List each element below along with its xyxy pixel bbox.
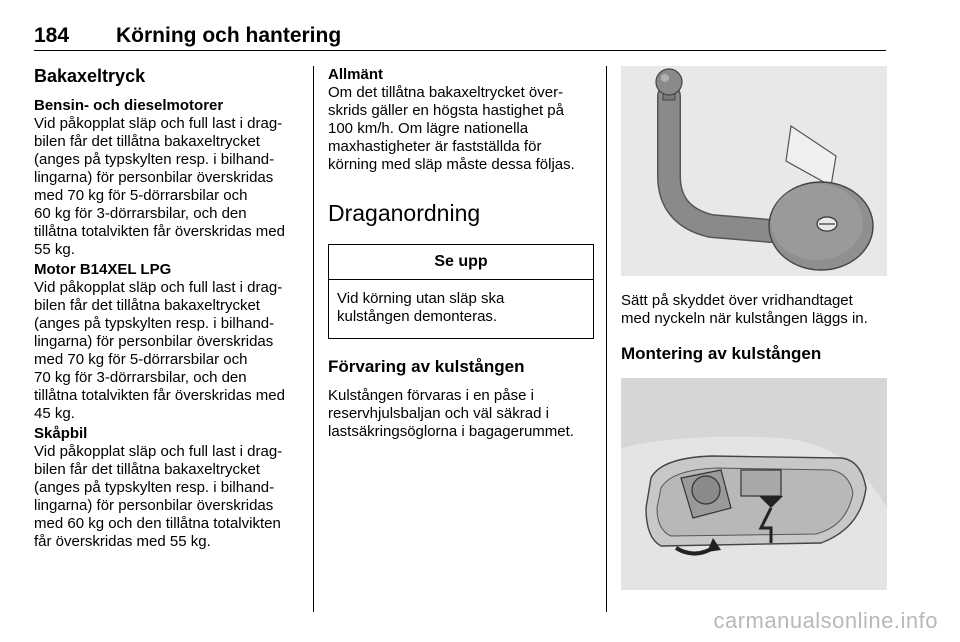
text-line: Vid påkopplat släp och full last i drag- — [34, 279, 283, 296]
text-line: Sätt på skyddet över vridhandtaget — [621, 292, 853, 309]
chapter-title: Körning och hantering — [116, 24, 342, 47]
column-left — [34, 66, 300, 553]
text-line: med 70 kg för 5-dörrarsbilar och — [34, 351, 248, 368]
text-line: tillåtna totalvikten får överskridas med — [34, 223, 285, 240]
text-line: med nyckeln när kulstången läggs in. — [621, 310, 868, 327]
text-line: Vid påkopplat släp och full last i drag- — [34, 115, 283, 132]
text-line: 70 kg för 3-dörrarsbilar, och den — [34, 369, 247, 386]
caution-body — [329, 280, 593, 338]
text-line: lingarna) för personbilar överskridas — [34, 169, 274, 186]
subtitle: Motor B14XEL LPG — [34, 261, 172, 278]
caution-title: Se upp — [329, 245, 593, 280]
text-line: (anges på typskylten resp. i bilhand- — [34, 315, 275, 332]
column-divider — [606, 66, 607, 612]
text-line: (anges på typskylten resp. i bilhand- — [34, 151, 275, 168]
text-line: 100 km/h. Om lägre nationella — [328, 120, 529, 137]
tow-ball-bar-drawing — [621, 66, 887, 276]
subtitle-general: Allmänt — [328, 66, 384, 83]
text-line: 45 kg. — [34, 405, 75, 422]
text-line: Kulstången förvaras i en påse i — [328, 387, 534, 404]
section-title-towing: Draganordning — [328, 200, 481, 226]
page-header — [34, 24, 886, 51]
figure-caption — [621, 292, 887, 328]
tow-bar-illustration — [621, 66, 887, 276]
text-line: (anges på typskylten resp. i bilhand- — [34, 479, 275, 496]
text-line: skrids gäller en högsta hastighet på — [328, 102, 564, 119]
column-divider — [313, 66, 314, 612]
page-number: 184 — [34, 24, 70, 47]
text-line: lingarna) för personbilar överskridas — [34, 497, 274, 514]
text-line: bilen får det tillåtna bakaxeltrycket — [34, 297, 260, 314]
subtitle: Bensin- och dieselmotorer — [34, 97, 224, 114]
section-lpg-engine — [34, 261, 300, 423]
text-line: kulstången demonteras. — [337, 308, 498, 325]
section-van — [34, 425, 300, 551]
text-line: maxhastigheter är fastställda för — [328, 138, 542, 155]
mounting-drawing — [621, 378, 887, 590]
text-line: lastsäkringsöglorna i bagagerummet. — [328, 423, 574, 440]
text-line: tillåtna totalvikten får överskridas med — [34, 387, 285, 404]
text-line: 55 kg. — [34, 241, 75, 258]
text-line: får överskridas med 55 kg. — [34, 533, 211, 550]
section-title-axle-load: Bakaxeltryck — [34, 66, 146, 86]
subsection-title-storage: Förvaring av kulstången — [328, 357, 525, 376]
mounting-illustration — [621, 378, 887, 590]
text-line: Om det tillåtna bakaxeltrycket över- — [328, 84, 564, 101]
column-right — [621, 66, 887, 590]
column-middle — [328, 66, 594, 441]
subtitle: Skåpbil — [34, 425, 88, 442]
watermark: carmanualsonline.info — [713, 608, 938, 633]
caution-box — [328, 244, 594, 339]
text-line: Vid påkopplat släp och full last i drag- — [34, 443, 283, 460]
text-line: med 70 kg för 5-dörrarsbilar och — [34, 187, 248, 204]
subsection-title-mounting: Montering av kulstången — [621, 344, 822, 363]
text-line: reservhjulsbaljan och väl säkrad i — [328, 405, 549, 422]
text-line: bilen får det tillåtna bakaxeltrycket — [34, 133, 260, 150]
text-line: 60 kg för 3-dörrarsbilar, och den — [34, 205, 247, 222]
text-line: lingarna) för personbilar överskridas — [34, 333, 274, 350]
text-line: körning med släp måste dessa följas. — [328, 156, 575, 173]
text-line: Vid körning utan släp ska — [337, 290, 505, 307]
text-line: bilen får det tillåtna bakaxeltrycket — [34, 461, 260, 478]
text-line: med 60 kg och den tillåtna totalvikten — [34, 515, 281, 532]
section-petrol-diesel — [34, 97, 300, 259]
